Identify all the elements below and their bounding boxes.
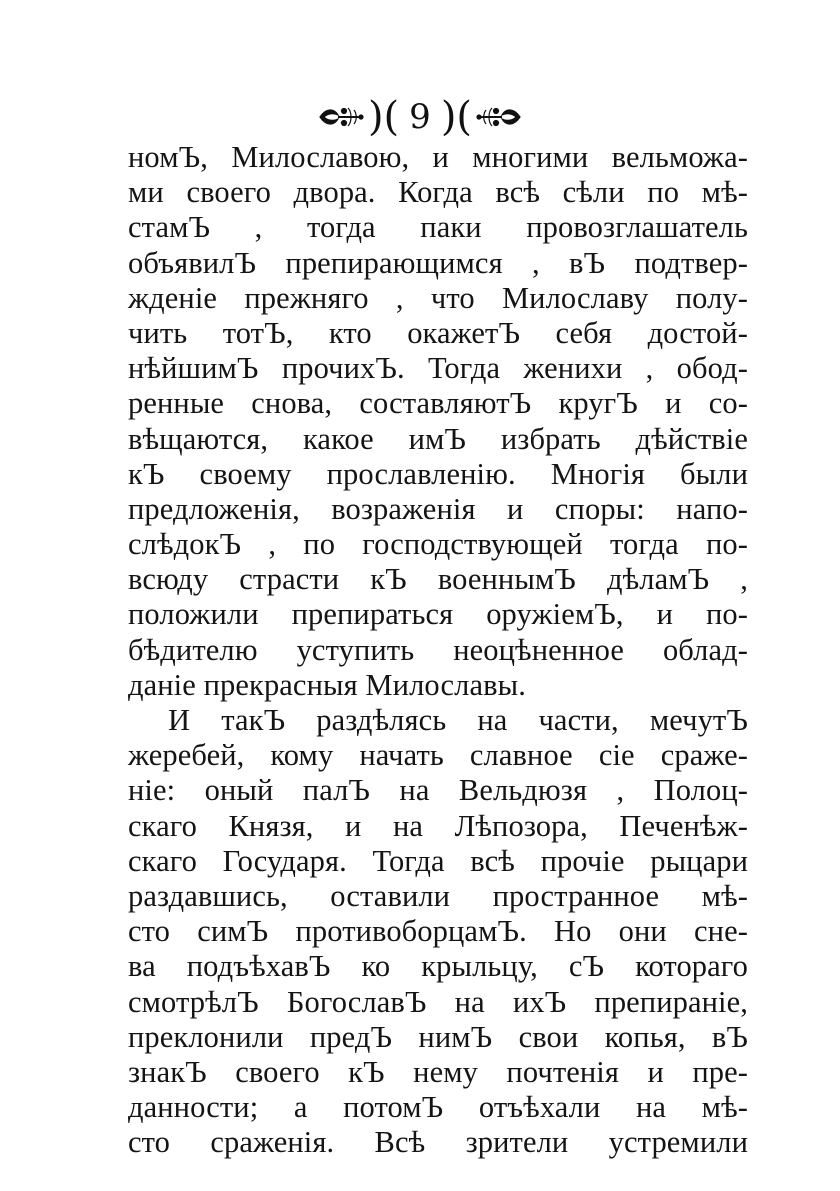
text-line: И такЪ раздѣлясь на части, мечутЪ <box>168 703 748 737</box>
text-line: жеребей, кому начать славное сіе сраже- <box>128 738 748 773</box>
text-line: знакЪ своего кЪ нему почтенія и пре- <box>128 1054 748 1089</box>
text-line: даніе прекрасныя Милославы. <box>128 667 526 702</box>
text-line: ніе: оный палЪ на Вельдюзя , Полоц- <box>128 773 748 808</box>
text-line: чить тотЪ, кто окажетЪ себя достой- <box>128 315 748 350</box>
page-header <box>0 92 840 142</box>
text-line: нѣйшимЪ прочихЪ. Тогда женихи , обод- <box>128 351 748 386</box>
text-line: ренные снова, составляютЪ кругЪ и со- <box>128 386 748 421</box>
text-line: сто симЪ противоборцамЪ. Но они сне- <box>128 914 748 949</box>
text-line: данности; а потомЪ отъѣхали на мѣ- <box>128 1090 748 1125</box>
text-line: смотрѣлЪ БогославЪ на ихЪ препираніе, <box>128 984 748 1019</box>
text-line: всюду страсти кЪ военнымЪ дѣламЪ , <box>128 562 748 597</box>
text-line: раздавшись, оставили пространное мѣ- <box>128 878 748 913</box>
text-line: преклонили предЪ нимЪ свои копья, вЪ <box>128 1019 748 1054</box>
text-line: стамЪ , тогда паки провозглашатель <box>128 210 748 245</box>
fleuron-left-icon <box>316 102 364 132</box>
text-line: кЪ своему прославленію. Многія были <box>128 456 748 491</box>
page-number: 9 <box>409 97 431 137</box>
text-line: скаго Князя, и на Лѣпозора, Печенѣж- <box>128 808 748 843</box>
text-line: жденіе прежняго , что Милославу полу- <box>128 280 748 315</box>
body-text <box>128 140 748 1160</box>
text-line: бѣдителю уступить неоцѣненное облад- <box>128 632 748 667</box>
fleuron-right-icon <box>476 102 524 132</box>
text-line: вѣщаются, какое имЪ избрать дѣйствіе <box>128 421 748 456</box>
text-line: объявилЪ препирающимся , вЪ подтвер- <box>128 245 748 280</box>
text-line: ва подъѣхавЪ ко крыльцу, сЪ котораго <box>128 949 748 984</box>
text-line: скаго Государя. Тогда всѣ прочіе рыцари <box>128 843 748 878</box>
text-line: положили препираться оружіемЪ, и по- <box>128 597 748 632</box>
header-bracket-left: )( <box>367 94 400 140</box>
header-bracket-right: )( <box>440 94 473 140</box>
text-line: сто сраженія. Всѣ зрители устремили <box>128 1125 748 1160</box>
text-line: ми своего двора. Когда всѣ сѣли по мѣ- <box>128 175 748 210</box>
text-line: предложенія, возраженія и споры: напо- <box>128 491 748 526</box>
text-line: номЪ, Милославою, и многими вельможа- <box>128 140 748 174</box>
text-line: слѣдокЪ , по господствующей тогда по- <box>128 527 748 562</box>
